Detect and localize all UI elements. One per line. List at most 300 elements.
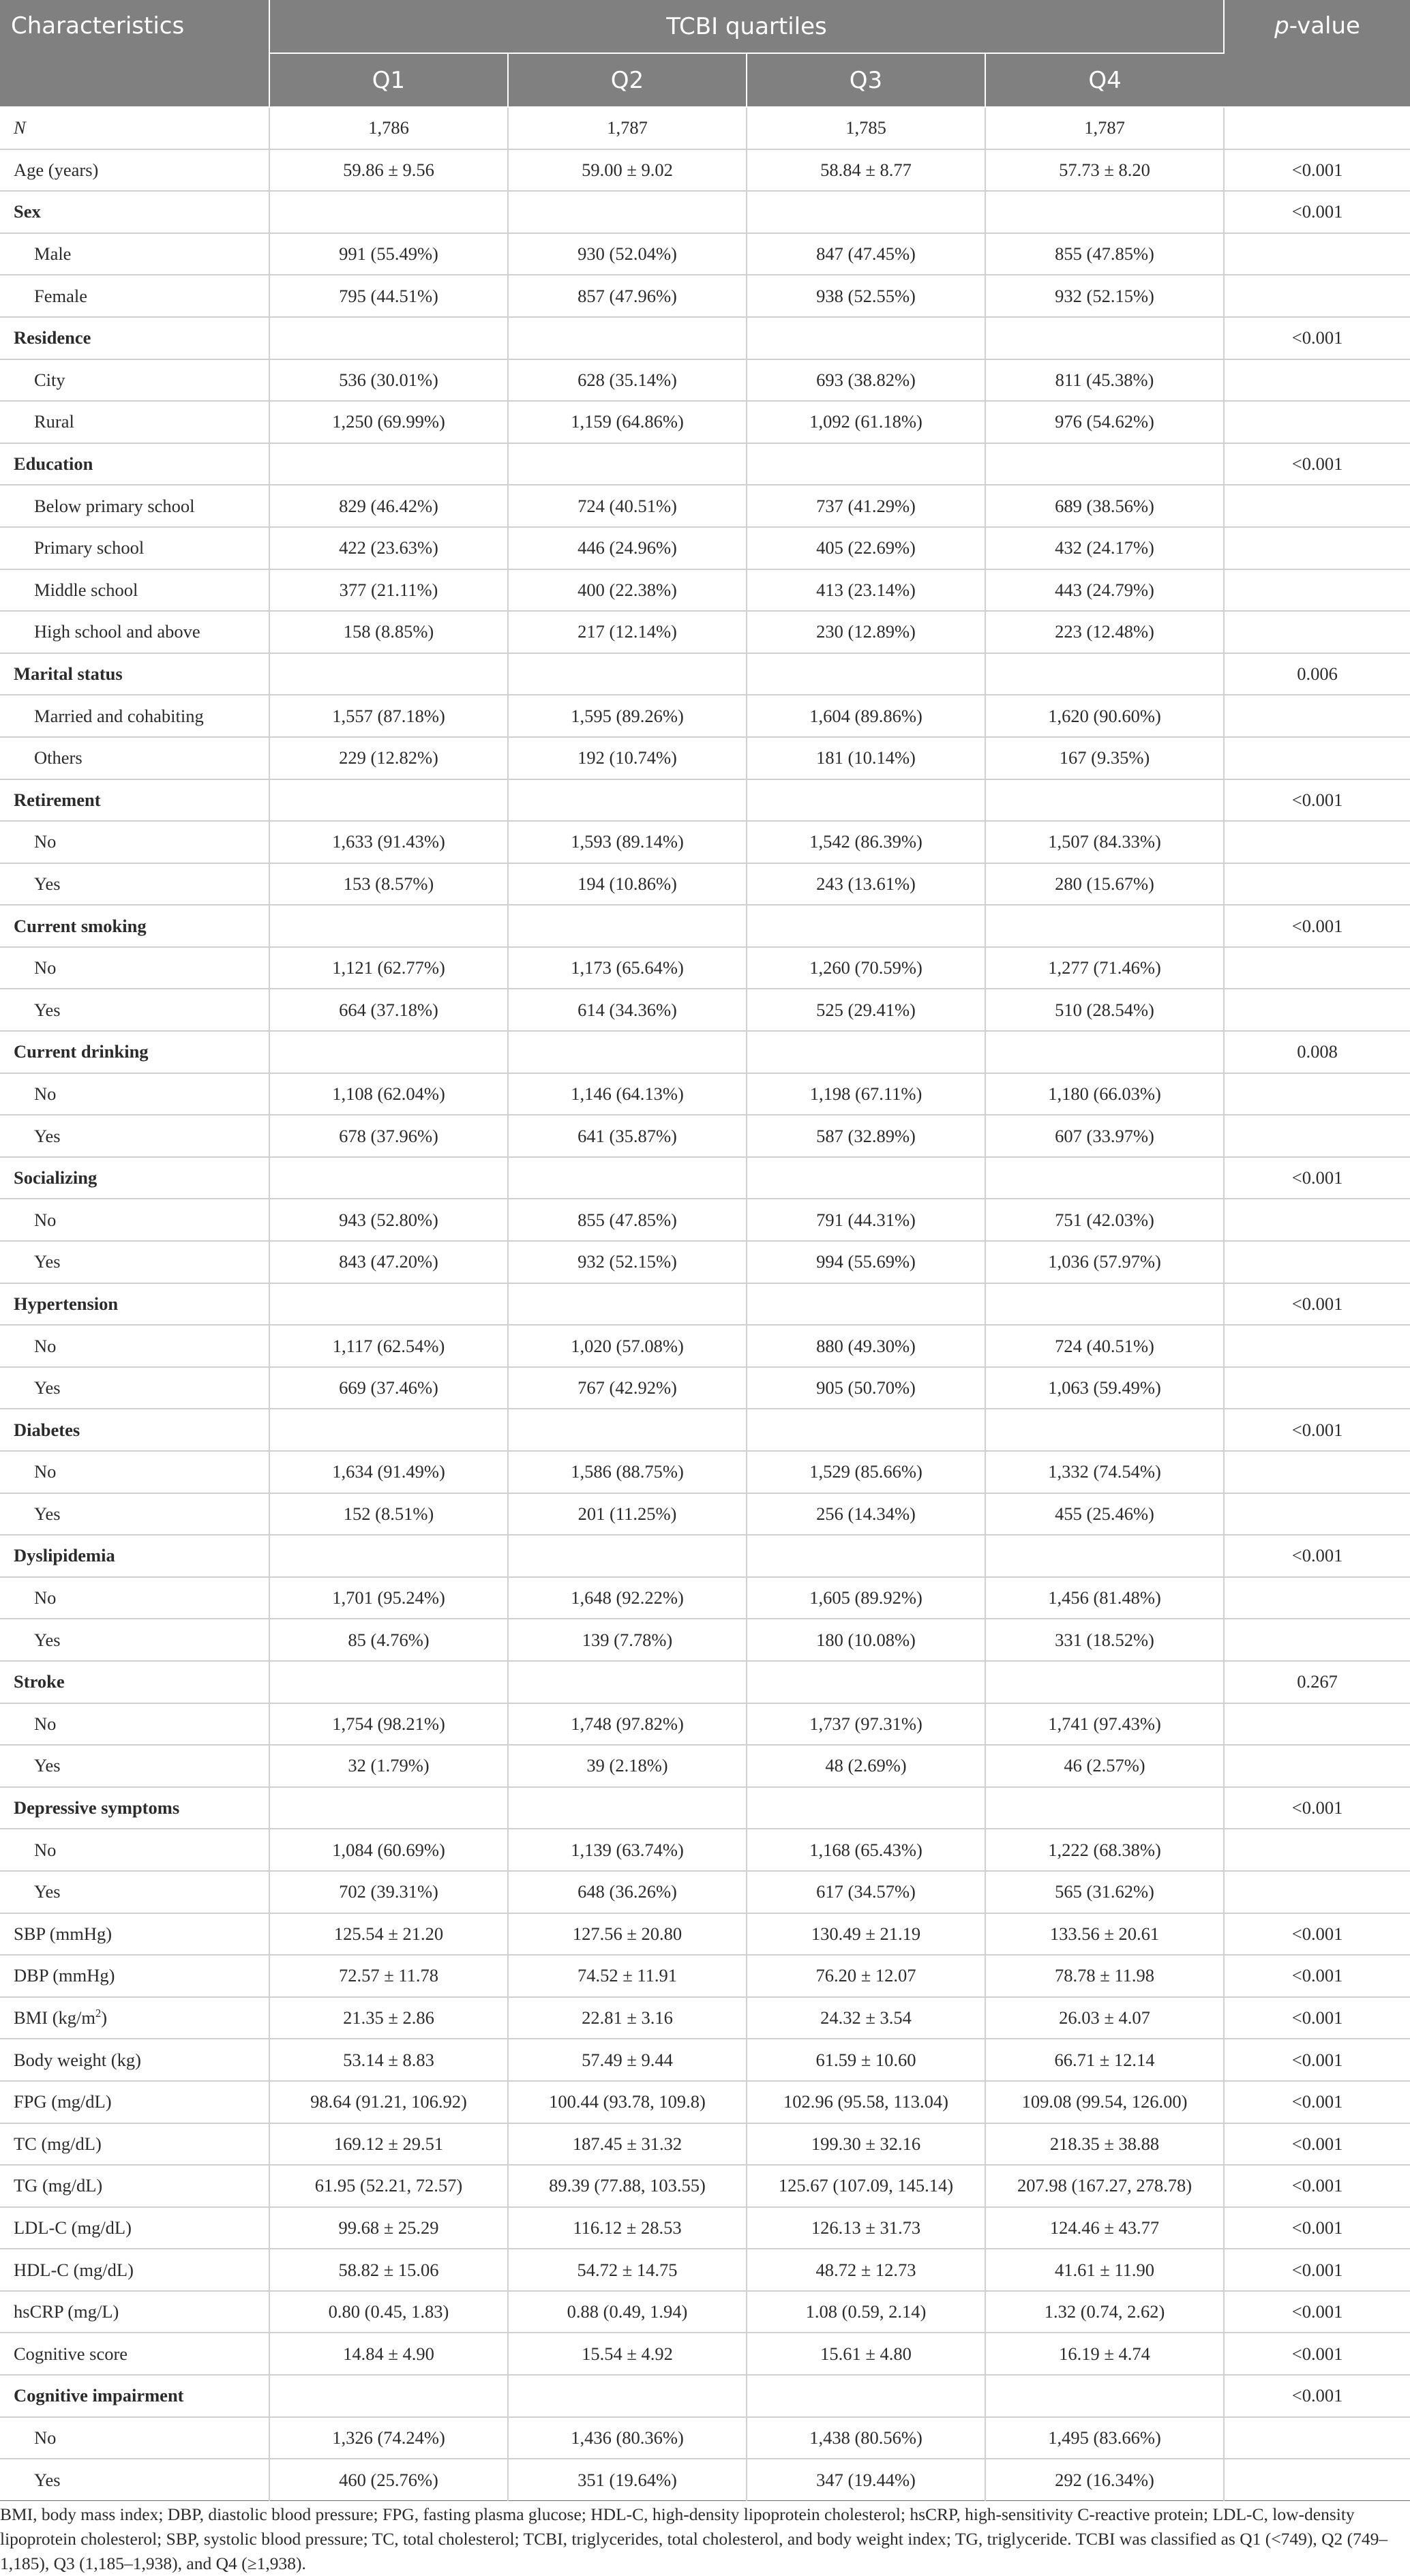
q4-cell [985,1031,1224,1073]
table-row [0,401,1410,443]
q2-cell: 648 (36.26%) [508,1871,747,1913]
q1-cell: 61.95 (52.21, 72.57) [269,2165,508,2207]
row-label-text: Primary school [34,537,145,558]
q4-cell [985,317,1224,359]
row-label-text: Yes [34,1251,61,1272]
q4-cell: 167 (9.35%) [985,737,1224,779]
q3-cell: 1,438 (80.56%) [747,2417,985,2459]
q1-cell: 536 (30.01%) [269,359,508,402]
q2-cell [508,1157,747,1199]
p-value-cell: <0.001 [1224,149,1410,192]
table-row [0,1409,1410,1451]
p-value-cell: <0.001 [1224,2081,1410,2123]
table-row [0,1871,1410,1913]
q4-cell [985,2375,1224,2417]
q2-cell [508,653,747,695]
row-label-text: Marital status [14,663,123,685]
row-label-text: Yes [34,1629,61,1650]
q2-cell: 54.72 ± 14.75 [508,2249,747,2291]
q3-cell: 1,260 (70.59%) [747,947,985,989]
q2-cell: 351 (19.64%) [508,2459,747,2500]
q2-cell: 22.81 ± 3.16 [508,1997,747,2039]
q2-cell: 932 (52.15%) [508,1241,747,1283]
row-label [0,2375,269,2417]
q3-cell: 181 (10.14%) [747,737,985,779]
q2-cell: 1,159 (64.86%) [508,401,747,443]
table-row [0,2249,1410,2291]
row-label [0,1871,269,1913]
row-label-text: hsCRP (mg/L) [14,2301,119,2322]
q3-cell: 130.49 ± 21.19 [747,1913,985,1956]
row-label [0,275,269,317]
q3-cell: 76.20 ± 12.07 [747,1955,985,1997]
row-label-text: No [34,2427,57,2448]
row-label-text: Socializing [14,1167,97,1188]
q4-cell: 1,277 (71.46%) [985,947,1224,989]
q4-cell: 1.32 (0.74, 2.62) [985,2291,1224,2333]
q2-cell: 0.88 (0.49, 1.94) [508,2291,747,2333]
q1-cell [269,1283,508,1326]
row-label-text: Hypertension [14,1293,119,1314]
table-body [0,107,1410,2500]
p-value-cell [1224,863,1410,905]
q2-cell: 1,748 (97.82%) [508,1703,747,1746]
p-value-cell: <0.001 [1224,317,1410,359]
q1-cell: 943 (52.80%) [269,1199,508,1241]
q2-cell [508,905,747,947]
q4-cell: 133.56 ± 20.61 [985,1913,1224,1956]
row-label-text: Current drinking [14,1041,149,1062]
q2-cell: 192 (10.74%) [508,737,747,779]
q2-cell [508,1031,747,1073]
q4-cell: 16.19 ± 4.74 [985,2333,1224,2375]
p-value-cell [1224,1073,1410,1115]
q1-cell [269,2375,508,2417]
q2-cell: 116.12 ± 28.53 [508,2207,747,2249]
q4-cell: 689 (38.56%) [985,485,1224,527]
q1-cell: 98.64 (91.21, 106.92) [269,2081,508,2123]
q2-cell: 724 (40.51%) [508,485,747,527]
table-row [0,1073,1410,1115]
row-label [0,989,269,1031]
q3-cell [747,1661,985,1703]
row-label-text: Below primary school [34,495,195,516]
q2-cell [508,1535,747,1577]
q4-cell: 57.73 ± 8.20 [985,149,1224,192]
q1-cell: 99.68 ± 25.29 [269,2207,508,2249]
p-value-cell [1224,1367,1410,1409]
table-row [0,737,1410,779]
q3-cell [747,1787,985,1829]
table-row [0,275,1410,317]
q3-cell: 1,737 (97.31%) [747,1703,985,1746]
row-label [0,1619,269,1661]
q3-cell [747,2375,985,2417]
row-label [0,2123,269,2166]
q3-cell: 413 (23.14%) [747,569,985,612]
row-label [0,401,269,443]
row-label [0,947,269,989]
row-label-text: Residence [14,327,91,348]
q1-cell [269,1031,508,1073]
row-label-text: Male [34,243,72,265]
row-label-text: No [34,1209,57,1230]
q2-cell: 59.00 ± 9.02 [508,149,747,192]
table-row [0,485,1410,527]
row-label-text: LDL-C (mg/dL) [14,2217,132,2238]
p-value-cell [1224,1829,1410,1871]
row-label [0,1703,269,1746]
table-row [0,1493,1410,1536]
q4-cell [985,1787,1224,1829]
q1-cell: 1,108 (62.04%) [269,1073,508,1115]
q1-cell: 14.84 ± 4.90 [269,2333,508,2375]
q3-cell [747,653,985,695]
q1-cell: 829 (46.42%) [269,485,508,527]
p-value-cell [1224,1325,1410,1367]
row-label [0,485,269,527]
q3-cell: 994 (55.69%) [747,1241,985,1283]
row-label [0,569,269,612]
q2-cell: 767 (42.92%) [508,1367,747,1409]
q2-cell: 100.44 (93.78, 109.8) [508,2081,747,2123]
table-row [0,1913,1410,1956]
q1-cell: 21.35 ± 2.86 [269,1997,508,2039]
p-value-cell [1224,2417,1410,2459]
q2-cell: 89.39 (77.88, 103.55) [508,2165,747,2207]
row-label [0,2165,269,2207]
q4-cell [985,1535,1224,1577]
row-label [0,1913,269,1956]
table-row [0,569,1410,612]
q4-cell: 724 (40.51%) [985,1325,1224,1367]
q4-cell: 855 (47.85%) [985,233,1224,275]
q2-cell: 1,139 (63.74%) [508,1829,747,1871]
row-label [0,233,269,275]
q2-cell: 194 (10.86%) [508,863,747,905]
row-label-text: Retirement [14,789,101,810]
q1-cell [269,1535,508,1577]
p-value-cell [1224,569,1410,612]
row-label-text: Yes [34,999,61,1020]
table-row [0,2165,1410,2207]
q1-cell [269,443,508,485]
table-row [0,1241,1410,1283]
q3-cell: 905 (50.70%) [747,1367,985,1409]
q2-cell [508,779,747,822]
p-value-cell [1224,275,1410,317]
header-row-1 [0,0,1410,53]
q3-cell [747,443,985,485]
row-label-text: Depressive symptoms [14,1797,180,1818]
q1-cell: 377 (21.11%) [269,569,508,612]
p-value-cell: <0.001 [1224,1409,1410,1451]
table-row [0,779,1410,822]
row-label [0,443,269,485]
q1-cell: 1,117 (62.54%) [269,1325,508,1367]
row-label [0,1031,269,1073]
p-value-cell [1224,233,1410,275]
q4-cell: 455 (25.46%) [985,1493,1224,1536]
q4-cell: 510 (28.54%) [985,989,1224,1031]
row-label [0,2417,269,2459]
p-value-cell: <0.001 [1224,1913,1410,1956]
row-label [0,695,269,737]
row-label-text: TG (mg/dL) [14,2175,103,2196]
q1-cell: 422 (23.63%) [269,527,508,569]
q4-cell: 1,222 (68.38%) [985,1829,1224,1871]
row-label [0,1535,269,1577]
p-value-cell [1224,1703,1410,1746]
q2-cell: 641 (35.87%) [508,1115,747,1157]
p-value-cell: <0.001 [1224,2291,1410,2333]
q4-cell: 432 (24.17%) [985,527,1224,569]
row-label [0,1241,269,1283]
table-row [0,863,1410,905]
q4-cell: 280 (15.67%) [985,863,1224,905]
q3-cell: 61.59 ± 10.60 [747,2039,985,2081]
row-label-text: No [34,957,57,978]
q1-cell: 1,754 (98.21%) [269,1703,508,1746]
q1-cell: 460 (25.76%) [269,2459,508,2500]
q2-cell: 201 (11.25%) [508,1493,747,1536]
row-label-text: BMI (kg/m [14,2007,95,2028]
q3-cell: 24.32 ± 3.54 [747,1997,985,2039]
q3-cell: 1,785 [747,107,985,149]
row-label [0,149,269,192]
q2-cell: 857 (47.96%) [508,275,747,317]
table-row [0,821,1410,863]
q4-cell [985,191,1224,233]
table-row [0,1829,1410,1871]
q4-cell: 78.78 ± 11.98 [985,1955,1224,1997]
row-label [0,1997,269,2039]
q3-cell: 1,198 (67.11%) [747,1073,985,1115]
row-label [0,1157,269,1199]
row-label [0,2081,269,2123]
table-footnote: BMI, body mass index; DBP, diastolic blood pressure; FPG, fasting plasma glucose; HDL-C, high-density lipoprotein cholesterol; hsCRP, high-sensitivity C-reactive protein; LDL-C, low-density lipoprotein cholesterol; SBP, systolic blood pressure; TC, total cholesterol; TCBI, triglycerides, total cholesterol, and body weight index; TG, triglyceride. TCBI was classified as Q1 (<749), Q2 (749–1,185), Q3 (1,185–1,938), and Q4 (≥1,938). [0,2504,1388,2573]
p-value-cell [1224,989,1410,1031]
q2-cell [508,191,747,233]
q3-cell: 102.96 (95.58, 113.04) [747,2081,985,2123]
p-suffix: -value [1289,12,1360,40]
row-label [0,1829,269,1871]
q1-cell: 664 (37.18%) [269,989,508,1031]
row-label [0,821,269,863]
q4-cell [985,905,1224,947]
row-label [0,527,269,569]
q1-cell: 85 (4.76%) [269,1619,508,1661]
q2-cell: 1,595 (89.26%) [508,695,747,737]
row-label-text: No [34,1713,57,1734]
q1-cell: 1,250 (69.99%) [269,401,508,443]
row-label-text: High school and above [34,621,200,642]
q3-cell: 126.13 ± 31.73 [747,2207,985,2249]
table-row [0,527,1410,569]
q1-cell: 153 (8.57%) [269,863,508,905]
table-row [0,1619,1410,1661]
characteristics-header: Characteristics [0,0,269,107]
q3-cell: 1.08 (0.59, 2.14) [747,2291,985,2333]
q1-cell: 1,557 (87.18%) [269,695,508,737]
q4-cell: 1,620 (90.60%) [985,695,1224,737]
q3-cell: 791 (44.31%) [747,1199,985,1241]
row-label-text: Body weight (kg) [14,2049,141,2070]
q3-cell [747,905,985,947]
q4-cell [985,1409,1224,1451]
p-value-cell: <0.001 [1224,2375,1410,2417]
table-row [0,1745,1410,1787]
q3-cell: 180 (10.08%) [747,1619,985,1661]
q4-cell: 218.35 ± 38.88 [985,2123,1224,2166]
table-row [0,1115,1410,1157]
q3-cell: 347 (19.44%) [747,2459,985,2500]
p-value-cell: <0.001 [1224,1157,1410,1199]
row-label [0,1451,269,1493]
q2-cell: 187.45 ± 31.32 [508,2123,747,2166]
q4-cell: 109.08 (99.54, 126.00) [985,2081,1224,2123]
q1-cell: 843 (47.20%) [269,1241,508,1283]
q1-cell [269,779,508,822]
p-value-cell [1224,107,1410,149]
q4-cell: 1,180 (66.03%) [985,1073,1224,1115]
row-label-text: Yes [34,873,61,894]
p-value-cell: <0.001 [1224,779,1410,822]
table-row [0,1661,1410,1703]
p-value-cell [1224,1493,1410,1536]
q4-cell [985,1283,1224,1326]
q1-cell: 58.82 ± 15.06 [269,2249,508,2291]
p-value-cell: <0.001 [1224,2333,1410,2375]
q1-cell: 53.14 ± 8.83 [269,2039,508,2081]
q4-cell: 443 (24.79%) [985,569,1224,612]
q3-cell: 737 (41.29%) [747,485,985,527]
q1-cell: 125.54 ± 21.20 [269,1913,508,1956]
row-label-text: Yes [34,1125,61,1146]
quartile-header-q4: Q4 [985,53,1224,107]
table-row [0,2459,1410,2500]
row-label [0,1073,269,1115]
q2-cell: 74.52 ± 11.91 [508,1955,747,1997]
row-label-text: No [34,831,57,852]
table-row [0,149,1410,192]
q1-cell [269,1787,508,1829]
row-label-text: No [34,1083,57,1104]
p-value-cell: <0.001 [1224,905,1410,947]
q2-cell: 217 (12.14%) [508,611,747,653]
q4-cell: 1,036 (57.97%) [985,1241,1224,1283]
p-value-header [1224,0,1410,107]
p-value-cell: <0.001 [1224,443,1410,485]
row-label [0,1577,269,1619]
p-value-cell: <0.001 [1224,1955,1410,1997]
p-value-cell: 0.267 [1224,1661,1410,1703]
row-label-text: Married and cohabiting [34,705,204,726]
row-label [0,737,269,779]
p-value-cell: <0.001 [1224,2249,1410,2291]
q4-cell: 607 (33.97%) [985,1115,1224,1157]
row-label [0,653,269,695]
row-label [0,107,269,149]
q4-cell: 331 (18.52%) [985,1619,1224,1661]
table-row [0,1577,1410,1619]
q1-cell: 702 (39.31%) [269,1871,508,1913]
row-label-text: Yes [34,1377,61,1398]
table-row [0,947,1410,989]
row-label [0,2291,269,2333]
q3-cell: 58.84 ± 8.77 [747,149,985,192]
table-row [0,1997,1410,2039]
q1-cell: 72.57 ± 11.78 [269,1955,508,1997]
table-row [0,1325,1410,1367]
q3-cell [747,779,985,822]
table-row [0,443,1410,485]
row-label-text: Female [34,285,87,306]
q2-cell: 127.56 ± 20.80 [508,1913,747,1956]
p-value-cell [1224,947,1410,989]
table-row [0,1955,1410,1997]
row-label-text: No [34,1587,57,1608]
p-value-cell [1224,2459,1410,2500]
q4-cell: 46 (2.57%) [985,1745,1224,1787]
q4-cell: 124.46 ± 43.77 [985,2207,1224,2249]
q2-cell: 39 (2.18%) [508,1745,747,1787]
q3-cell: 256 (14.34%) [747,1493,985,1536]
q3-cell: 48 (2.69%) [747,1745,985,1787]
row-label-text: HDL-C (mg/dL) [14,2259,134,2280]
q2-cell [508,317,747,359]
q2-cell: 15.54 ± 4.92 [508,2333,747,2375]
p-value-cell [1224,401,1410,443]
q1-cell: 991 (55.49%) [269,233,508,275]
table-row [0,653,1410,695]
table-row [0,1031,1410,1073]
q1-cell: 1,633 (91.43%) [269,821,508,863]
table-row [0,1367,1410,1409]
q2-cell: 930 (52.04%) [508,233,747,275]
q4-cell: 1,495 (83.66%) [985,2417,1224,2459]
table-row [0,2081,1410,2123]
q4-cell: 66.71 ± 12.14 [985,2039,1224,2081]
p-value-cell: 0.006 [1224,653,1410,695]
table-row [0,1451,1410,1493]
q1-cell: 1,634 (91.49%) [269,1451,508,1493]
row-label [0,1115,269,1157]
q4-cell [985,1661,1224,1703]
row-label [0,2249,269,2291]
q1-cell [269,1661,508,1703]
quartile-header-q1: Q1 [269,53,508,107]
q3-cell: 15.61 ± 4.80 [747,2333,985,2375]
p-value-cell: <0.001 [1224,2165,1410,2207]
table-row [0,2207,1410,2249]
q3-cell [747,191,985,233]
table-row [0,1283,1410,1326]
q1-cell: 152 (8.51%) [269,1493,508,1536]
q3-cell [747,1409,985,1451]
p-value-cell: <0.001 [1224,1535,1410,1577]
q3-cell: 587 (32.89%) [747,1115,985,1157]
table-row [0,2375,1410,2417]
p-value-cell [1224,821,1410,863]
q1-cell: 678 (37.96%) [269,1115,508,1157]
quartile-header-q2: Q2 [508,53,747,107]
q4-cell: 1,456 (81.48%) [985,1577,1224,1619]
q3-cell: 243 (13.61%) [747,863,985,905]
table-row [0,233,1410,275]
q2-cell [508,2375,747,2417]
row-label-text: Yes [34,1755,61,1776]
